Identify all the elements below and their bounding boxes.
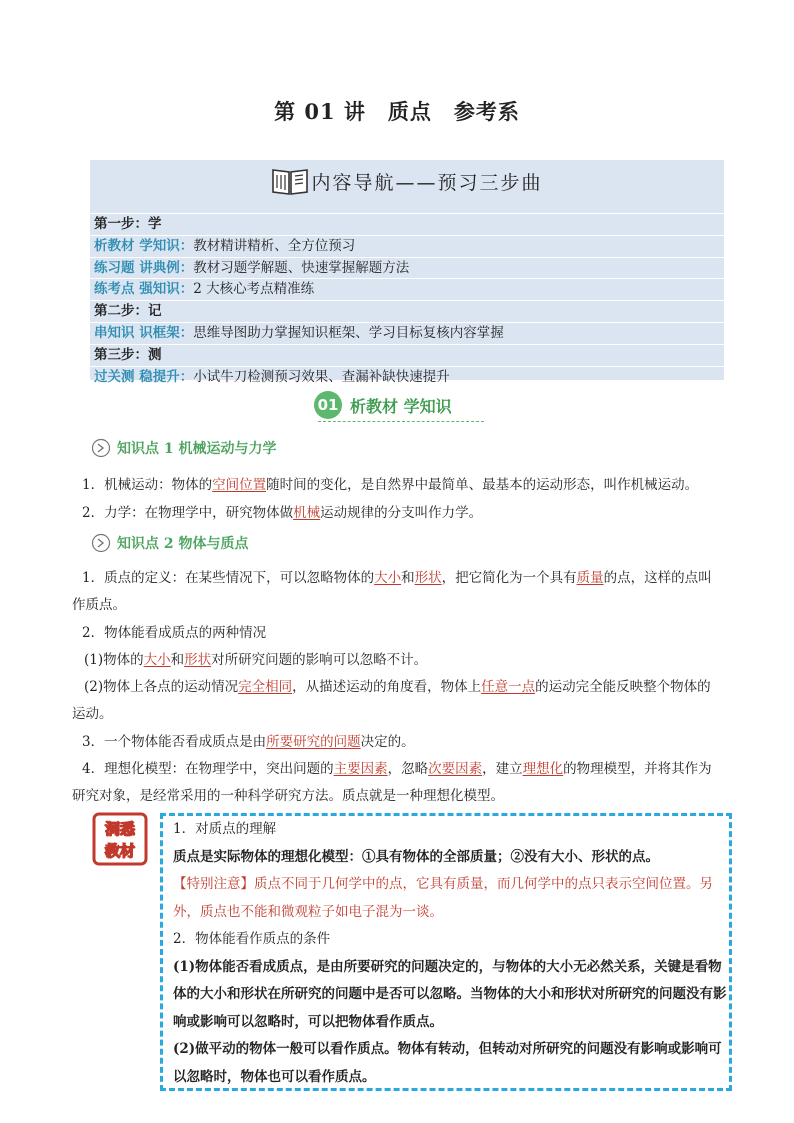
note-line-3: (1)物体能否看成质点，是由所要研究的问题决定的，与物体的大小无必然关系，关键是看物体的大小和形状在所研究的问题中是否可以忽略。当物体的大小和形状对所研究的问题没有影响或影响可以忽略时，可以把物体看作质点。 <box>173 958 727 1030</box>
content-navigation-box <box>90 160 724 385</box>
nav-row-step2: 第二步：记 <box>90 300 724 322</box>
nav-row-step1: 第一步：学 <box>90 213 724 235</box>
paragraph-case-1: (1)物体的大小和形状对所研究问题的影响可以忽略不计。 <box>84 652 428 668</box>
insight-stamp-icon <box>92 812 148 866</box>
nav-row-exam-points: 练考点 强知识：2 大核心考点精准练 <box>90 278 724 300</box>
paragraph-idealized-model: 4．理想化模型：在物理学中，突出问题的主要因素，忽略次要因素，建立理想化的物理模型，并将其作为研究对象，是经常采用的一种科学研究方法。质点就是一种理想化模型。 <box>72 761 712 804</box>
svg-text:教材: 教材 <box>104 842 136 860</box>
paragraph-mechanical-motion: 1．机械运动：物体的空间位置随时间的变化，是自然界中最简单、最基本的运动形态，叫作机械运动。 <box>82 477 699 493</box>
nav-row-practice: 练习题 讲典例：教材习题学解题、快速掌握解题方法 <box>90 257 724 279</box>
open-book-icon <box>271 166 309 196</box>
nav-title: 内容导航——预习三步曲 <box>311 171 543 194</box>
paragraph-two-cases: 2．物体能看成质点的两种情况 <box>82 625 267 641</box>
knowledge-point-1-heading: 知识点 1 机械运动与力学 <box>91 438 277 458</box>
nav-row-analyze: 析教材 学知识：教材精讲精析、全方位预习 <box>90 235 724 257</box>
section-heading <box>314 392 452 418</box>
page-title: 第 01 讲 质点 参考系 <box>274 99 520 124</box>
section-title: 析教材 学知识 <box>350 396 452 416</box>
knowledge-point-2-heading: 知识点 2 物体与质点 <box>91 533 249 553</box>
nav-rows <box>90 213 724 387</box>
chevron-circle-icon <box>91 533 111 553</box>
paragraph-case-2: (2)物体上各点的运动情况完全相同，从描述运动的角度看，物体上任意一点的运动完全能反映整个物体的运动。 <box>72 679 711 722</box>
paragraph-determined-by-problem: 3．一个物体能否看成质点是由所要研究的问题决定的。 <box>82 734 415 750</box>
paragraph-mechanics: 2．力学：在物理学中，研究物体做机械运动规律的分支叫作力学。 <box>82 505 483 521</box>
nav-row-test: 过关测 稳提升：小试牛刀检测预习效果、查漏补缺快速提升 <box>90 366 724 388</box>
chevron-circle-icon <box>91 438 111 458</box>
note-content <box>173 816 729 1091</box>
note-special-attention: 【特别注意】质点不同于几何学中的点，它具有质量，而几何学中的点只表示空间位置。另外，质点也不能和微观粒子如电子混为一谈。 <box>173 876 713 920</box>
section-divider <box>318 421 484 422</box>
section-number-badge: 01 <box>314 391 342 419</box>
paragraph-particle-definition: 1．质点的定义：在某些情况下，可以忽略物体的大小和形状，把它简化为一个具有质量的点，这样的点叫作质点。 <box>72 570 712 613</box>
nav-row-step3: 第三步：测 <box>90 344 724 366</box>
note-line-4: (2)做平动的物体一般可以看作质点。物体有转动，但转动对所研究的问题没有影响或影响可以忽略时，物体也可以看作质点。 <box>173 1041 722 1085</box>
nav-row-framework: 串知识 识框架：思维导图助力掌握知识框架、学习目标复核内容掌握 <box>90 322 724 344</box>
svg-text:洞悉: 洞悉 <box>104 820 136 838</box>
insight-note-box <box>160 813 732 1091</box>
note-line-1: 质点是实际物体的理想化模型：①具有物体的全部质量；②没有大小、形状的点。 <box>173 848 659 865</box>
note-heading-1: 1．对质点的理解 <box>173 821 277 837</box>
note-heading-2: 2．物体能看作质点的条件 <box>173 931 331 947</box>
nav-header <box>90 164 724 198</box>
